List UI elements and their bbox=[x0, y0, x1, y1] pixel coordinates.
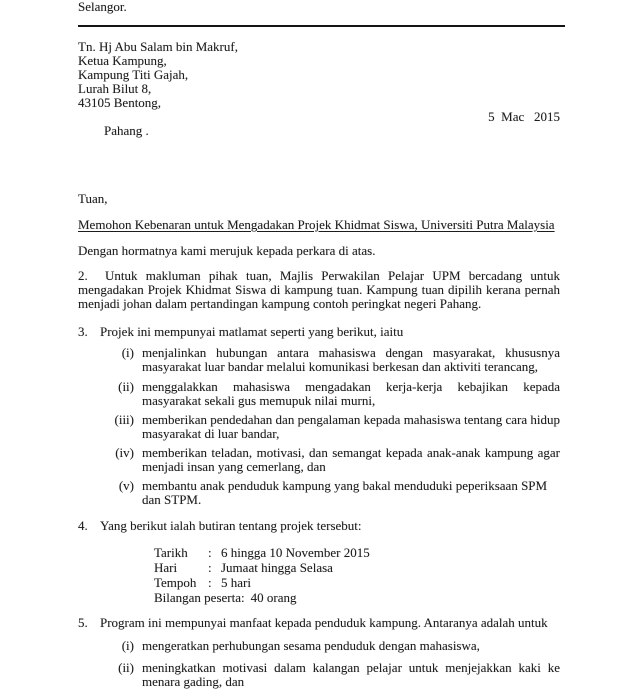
project-details bbox=[78, 545, 560, 605]
recipient-village: Kampung Titi Gajah, bbox=[78, 67, 189, 82]
paragraph-5-text: Program ini mempunyai manfaat kepada penduduk kampung. Antaranya adalah untuk bbox=[100, 615, 548, 630]
paragraph-2 bbox=[78, 269, 560, 311]
opening-sentence: Dengan hormatnya kami merujuk kepada perkara di atas. bbox=[78, 243, 376, 258]
item-text: memberikan pendedahan dan pengalaman kepada mahasiswa tentang cara hidup masyarakat di luar bandar, bbox=[142, 412, 560, 441]
item-text: mengeratkan perhubungan sesama penduduk dengan mahasiswa, bbox=[142, 638, 480, 653]
recipient-state: Pahang . bbox=[104, 123, 149, 138]
paragraph-2-text: Untuk makluman pihak tuan, Majlis Perwakilan Pelajar UPM bercadang untuk mengadakan Projek Khidmat Siswa di kampung tuan. Kampung tuan dipilih kerana pernah menjadi johan dalam pertandingan kampung contoh peringkat negeri Pahang. bbox=[78, 268, 560, 311]
paragraph-5-lead bbox=[78, 616, 560, 630]
paragraph-4-number: 4. bbox=[78, 518, 88, 533]
letter-date: 5 Mac 2015 bbox=[488, 109, 560, 124]
salutation: Tuan, bbox=[78, 191, 108, 206]
paragraph-3-number: 3. bbox=[78, 324, 88, 339]
item-marker: (i) bbox=[121, 345, 134, 360]
list-item bbox=[78, 639, 560, 653]
item-text: meningkatkan motivasi dalam kalangan pelajar untuk menjejakkan kaki ke menara gading, dan bbox=[142, 660, 560, 689]
recipient-street: Lurah Bilut 8, bbox=[78, 81, 152, 96]
paragraph-4-text: Yang berikut ialah butiran tentang projek tersebut: bbox=[100, 518, 362, 533]
list-item bbox=[78, 479, 560, 507]
paragraph-4-lead bbox=[78, 519, 560, 533]
item-marker: (ii) bbox=[118, 379, 134, 394]
list-item bbox=[78, 413, 560, 441]
detail-value: 40 orang bbox=[250, 590, 297, 605]
detail-label: Tempoh bbox=[154, 575, 197, 590]
horizontal-rule bbox=[78, 25, 565, 27]
recipient-title: Ketua Kampung, bbox=[78, 53, 167, 68]
sender-region-line: Selangor. bbox=[78, 0, 127, 14]
recipient-name: Tn. Hj Abu Salam bin Makruf, bbox=[78, 39, 238, 54]
paragraph-2-number: 2. bbox=[78, 268, 88, 283]
list-item bbox=[78, 346, 560, 374]
item-text: memberikan teladan, motivasi, dan semangat kepada anak-anak kampung agar menjadi insan yang cemerlang, dan bbox=[142, 445, 560, 474]
detail-value: 5 hari bbox=[221, 575, 251, 590]
detail-colon: : bbox=[208, 545, 212, 560]
item-marker: (i) bbox=[121, 638, 134, 653]
item-text: menjalinkan hubungan antara mahasiswa dengan masyarakat, khususnya masyarakat luar bandar melalui komunikasi berkesan dan aktiviti terancang, bbox=[142, 345, 560, 374]
item-text: membantu anak penduduk kampung yang bakal menduduki peperiksaan SPM dan STPM. bbox=[142, 478, 548, 507]
detail-row bbox=[78, 560, 560, 575]
paragraph-5-number: 5. bbox=[78, 615, 88, 630]
list-item bbox=[78, 380, 560, 408]
detail-label: Hari bbox=[154, 560, 178, 575]
detail-row bbox=[78, 575, 560, 590]
paragraph-3-text: Projek ini mempunyai matlamat seperti yang berikut, iaitu bbox=[100, 324, 404, 339]
item-marker: (v) bbox=[118, 478, 134, 493]
item-marker: (iii) bbox=[114, 412, 134, 427]
recipient-address bbox=[78, 40, 560, 166]
detail-label: Tarikh bbox=[154, 545, 188, 560]
detail-colon: : bbox=[208, 560, 212, 575]
detail-value: 6 hingga 10 November 2015 bbox=[221, 545, 370, 560]
item-text: menggalakkan mahasiswa mengadakan kerja-kerja kebajikan kepada masyarakat sekali gus memupuk nilai murni, bbox=[142, 379, 560, 408]
detail-value: Jumaat hingga Selasa bbox=[221, 560, 333, 575]
item-marker: (ii) bbox=[118, 660, 134, 675]
list-item bbox=[78, 446, 560, 474]
detail-row bbox=[78, 545, 560, 560]
list-item bbox=[78, 661, 560, 689]
item-marker: (iv) bbox=[115, 445, 134, 460]
subject-line: Memohon Kebenaran untuk Mengadakan Projek Khidmat Siswa, Universiti Putra Malaysia bbox=[78, 217, 555, 232]
detail-row bbox=[78, 590, 560, 605]
detail-label: Bilangan peserta: bbox=[154, 590, 245, 605]
paragraph-3-lead bbox=[78, 325, 560, 339]
recipient-state-line bbox=[78, 110, 560, 166]
recipient-postcode: 43105 Bentong, bbox=[78, 95, 162, 110]
detail-colon: : bbox=[208, 575, 212, 590]
